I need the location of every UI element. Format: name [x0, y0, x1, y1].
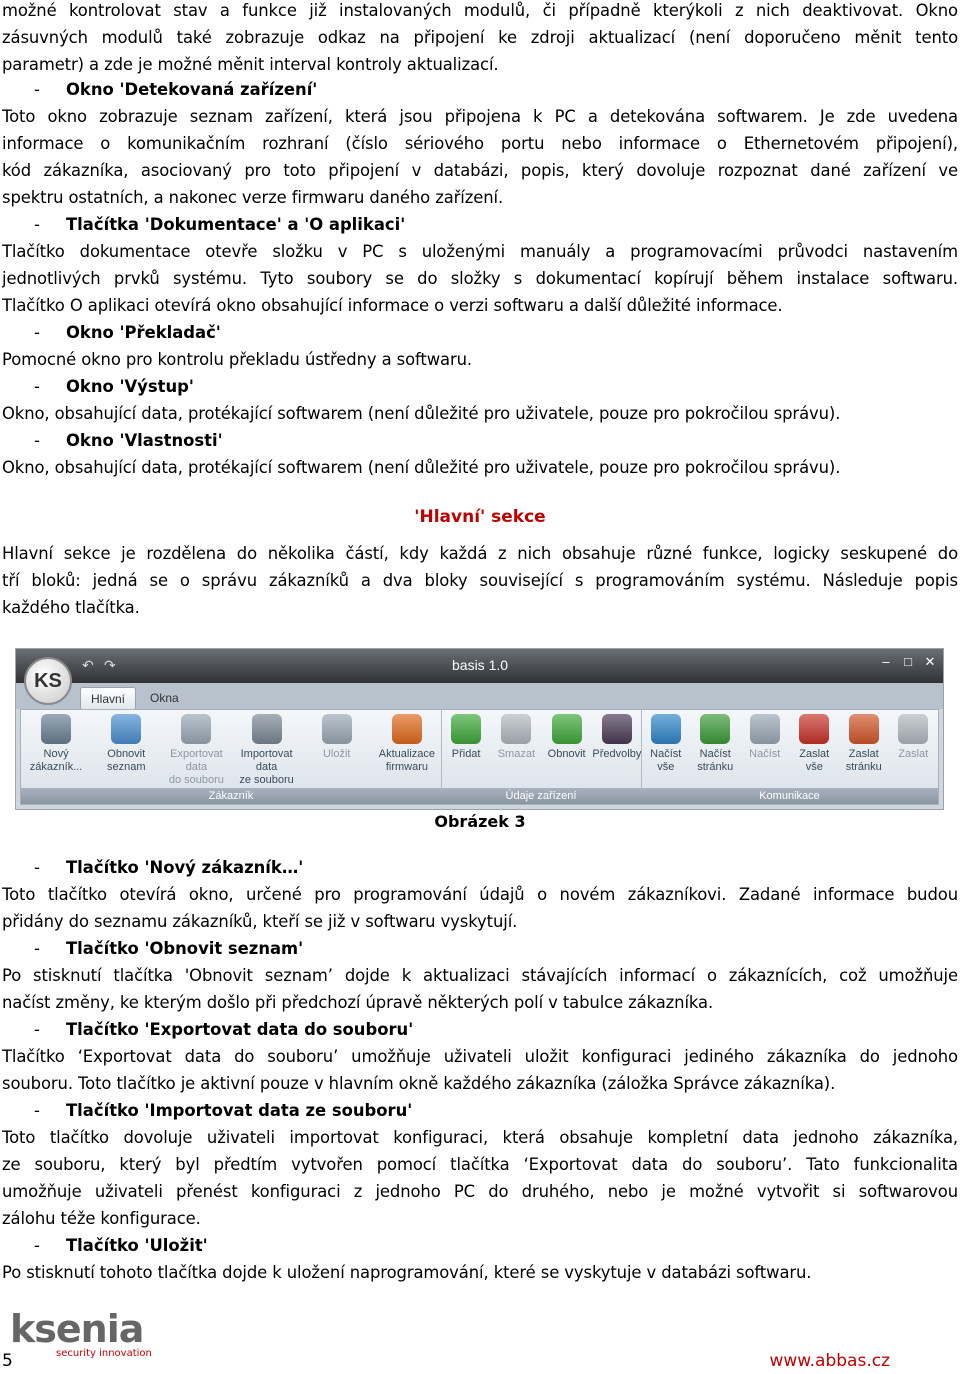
ribbon-button[interactable]	[161, 714, 231, 787]
text-line: tří bloků: jedná se o správu zákazníků a dva bloky související s programováním systému. Následuje popis	[2, 571, 958, 590]
import-paragraph	[2, 1124, 958, 1232]
properties-paragraph: Okno, obsahující data, protékající softwarem (není důležité pro uživatele, pouze pro pokročilou správu).	[2, 458, 841, 477]
text-line: každého tlačítka.	[2, 598, 140, 617]
ribbon-screenshot	[15, 648, 944, 810]
ribbon-button-icon	[799, 714, 829, 744]
ribbon-button[interactable]	[839, 714, 889, 774]
text-line: zálohu téže konfigurace.	[2, 1209, 201, 1228]
heading-output: - Okno 'Výstup'	[34, 377, 194, 396]
maximize-icon[interactable]: □	[904, 654, 912, 669]
ribbon-button-icon	[602, 714, 632, 744]
section-title: 'Hlavní' sekce	[414, 507, 546, 527]
text-line: přidány do seznamu zákazníků, kteří se již v softwaru vyskytují.	[2, 912, 518, 931]
text-line: Po stisknutí tlačítka 'Obnovit seznam’ dojde k aktualizaci stávajících informací o zákaznících, což umožňuje	[2, 966, 958, 985]
ribbon-button-label: Načíst	[650, 748, 682, 760]
ribbon-button-label: Aktualizace	[378, 748, 436, 760]
heading-export: - Tlačítko 'Exportovat data do souboru'	[34, 1020, 414, 1039]
figure-caption: Obrázek 3	[434, 812, 526, 831]
ribbon-button-label: Obnovit	[107, 748, 146, 760]
ribbon-button-label: Obnovit	[547, 748, 586, 760]
page-number: 5	[2, 1351, 13, 1371]
ribbon-button-label: Importovat data	[240, 748, 293, 773]
text-line: Toto tlačítko dovoluje uživateli importovat konfiguraci, která obsahuje kompletní data jednoho zákazníka,	[2, 1128, 958, 1147]
ribbon-button-sublabel: vše	[805, 761, 823, 773]
ribbon-button-icon	[41, 714, 71, 744]
detected-devices-paragraph	[2, 103, 958, 211]
text-line: Tlačítko O aplikaci otevírá okno obsahující informace o verzi softwaru a další důležité informace.	[2, 296, 783, 315]
heading-save: - Tlačítko 'Uložit'	[34, 1236, 208, 1255]
text-line: Toto tlačítko otevírá okno, určené pro programování údajů o novém zákazníkovi. Zadané informace budou	[2, 885, 958, 904]
ribbon-button[interactable]	[740, 714, 790, 761]
ribbon-button[interactable]	[491, 714, 541, 761]
ribbon-button-label: Načíst	[749, 748, 781, 760]
text-line: Tlačítko dokumentace otevře složku v PC s uloženými manuály a programovacími průvodci nastavením	[2, 242, 958, 261]
ribbon-button-icon	[552, 714, 582, 744]
docs-paragraph	[2, 238, 958, 319]
footer-url[interactable]: www.abbas.cz	[769, 1351, 890, 1371]
ribbon-button-label: Přidat	[451, 748, 481, 760]
group-device-data	[441, 710, 642, 804]
text-line: souboru. Toto tlačítko je aktivní pouze v hlavním okně každého zákazníka (záložka Správce zákazníka).	[2, 1074, 836, 1093]
text-line: ze souboru, který byl předtím vytvořen pomocí tlačítka ‘Exportovat data do souboru’. Tato funkcionalita	[2, 1155, 958, 1174]
heading-import: - Tlačítko 'Importovat data ze souboru'	[34, 1101, 413, 1120]
text-line: možné kontrolovat stav a funkce již instalovaných modulů, či případně kterýkoli z nich deaktivovat. Okno	[2, 1, 958, 20]
text-line: informace o komunikačním rozhraní (číslo sériového portu nebo informace o Ethernetovém připojení),	[2, 134, 958, 153]
group-label: Zákazník	[21, 788, 441, 804]
logo-word: ksenia	[10, 1307, 144, 1351]
translator-paragraph: Pomocné okno pro kontrolu překladu ústředny a softwaru.	[2, 350, 472, 369]
undo-icon[interactable]: ↶	[82, 657, 94, 673]
ribbon-button-label: Předvolby	[592, 748, 642, 760]
ribbon-button-sublabel: stránku	[697, 761, 734, 773]
logo-tagline: security innovation	[56, 1348, 152, 1359]
refresh-list-paragraph	[2, 962, 958, 1016]
text-line: Hlavní sekce je rozdělena do několika částí, kdy každá z nich obsahuje různé funkce, logicky seskupené do	[2, 544, 958, 563]
group-label: Komunikace	[641, 788, 938, 804]
ribbon-button-icon	[501, 714, 531, 744]
ribbon	[20, 709, 939, 805]
ribbon-button-label: Uložit	[322, 748, 351, 760]
ribbon-button-icon	[849, 714, 879, 744]
tab-main[interactable]: Hlavní	[80, 687, 136, 710]
window-controls	[879, 655, 937, 669]
output-paragraph: Okno, obsahující data, protékající softwarem (není důležité pro uživatele, pouze pro pokročilou správu).	[2, 404, 841, 423]
redo-icon[interactable]: ↷	[104, 657, 116, 673]
ribbon-button-sublabel: ze souboru	[239, 774, 294, 786]
ribbon-button-label: Zaslat	[799, 748, 830, 760]
heading-detected-devices: - Okno 'Detekovaná zařízení'	[34, 80, 318, 99]
ribbon-button-sublabel: stránku	[845, 761, 882, 773]
ribbon-button-icon	[181, 714, 211, 744]
ribbon-button[interactable]	[21, 714, 91, 774]
app-title: basis 1.0	[452, 657, 509, 673]
text-line: Tlačítko ‘Exportovat data do souboru’ umožňuje uživateli uložit konfiguraci jediného zákazníka do jednoho	[2, 1047, 958, 1066]
save-paragraph: Po stisknutí tohoto tlačítka dojde k uložení naprogramování, které se vyskytuje v databázi softwaru.	[2, 1263, 812, 1282]
tab-windows[interactable]: Okna	[150, 691, 179, 705]
ribbon-button-sublabel: vše	[657, 761, 675, 773]
ribbon-button-sublabel: seznam	[106, 761, 146, 773]
ksenia-logo	[10, 1307, 152, 1360]
text-line: Toto okno zobrazuje seznam zařízení, která jsou připojena k PC a detekována softwarem. Je zde uvedena	[2, 107, 958, 126]
ribbon-button[interactable]	[441, 714, 491, 761]
group-communication	[641, 710, 938, 804]
ribbon-button-sublabel: zákazník...	[29, 761, 83, 773]
ribbon-button-icon	[451, 714, 481, 744]
ribbon-button[interactable]	[641, 714, 691, 774]
ribbon-button[interactable]	[302, 714, 372, 761]
main-section-paragraph	[2, 540, 958, 621]
ribbon-button-label: Načíst	[699, 748, 731, 760]
text-line: jednotlivých prvků systému. Tyto soubory se do složky s dokumentací kopírují během instalace softwaru.	[2, 269, 958, 288]
ribbon-button[interactable]	[889, 714, 939, 761]
title-bar	[16, 649, 943, 683]
ribbon-button-icon	[111, 714, 141, 744]
app-logo-icon[interactable]: KS	[24, 657, 72, 705]
ribbon-button-icon	[750, 714, 780, 744]
ribbon-button[interactable]	[691, 714, 741, 774]
ribbon-button-sublabel: firmwaru	[385, 761, 428, 773]
text-line: spektru ostatních, a nakonec verze firmwaru daného zařízení.	[2, 188, 504, 207]
text-line: parametr) a zde je možné měnit interval kontroly aktualizací.	[2, 55, 499, 74]
ribbon-button[interactable]	[592, 714, 642, 761]
ribbon-button-icon	[322, 714, 352, 744]
minimize-icon[interactable]: –	[882, 654, 890, 669]
ribbon-button-icon	[898, 714, 928, 744]
heading-properties: - Okno 'Vlastnosti'	[34, 431, 223, 450]
ribbon-button-label: Zaslat	[898, 748, 929, 760]
ribbon-button-icon	[392, 714, 422, 744]
export-paragraph	[2, 1043, 958, 1097]
ribbon-button-label: Zaslat	[848, 748, 879, 760]
heading-docs-buttons: - Tlačítka 'Dokumentace' a 'O aplikaci'	[34, 215, 406, 234]
ribbon-button[interactable]	[372, 714, 442, 774]
ribbon-button-label: Exportovat data	[170, 748, 223, 773]
text-line: načíst změny, ke kterým došlo při předchozí úpravě některých polí v tabulce zákazníka.	[2, 993, 714, 1012]
group-label: Údaje zařízení	[441, 788, 641, 804]
ribbon-button[interactable]	[542, 714, 592, 761]
heading-refresh-list: - Tlačítko 'Obnovit seznam'	[34, 939, 304, 958]
ribbon-button-sublabel: do souboru	[168, 774, 224, 786]
text-line: umožňuje uživateli přenést konfiguraci z jednoho PC do druhého, nebo je možné vytvořit si softwarovou	[2, 1182, 958, 1201]
ribbon-button-icon	[700, 714, 730, 744]
intro-paragraph	[2, 0, 958, 78]
ribbon-button-icon	[651, 714, 681, 744]
text-line: zásuvných modulů také zobrazuje odkaz na připojení ke zdroji aktualizací (není doporučeno měnit tento	[2, 28, 958, 47]
ribbon-button-label: Nový	[43, 748, 69, 760]
ribbon-button[interactable]	[232, 714, 302, 787]
heading-new-customer: - Tlačítko 'Nový zákazník…'	[34, 858, 304, 877]
ribbon-button[interactable]	[91, 714, 161, 774]
heading-translator: - Okno 'Překladač'	[34, 323, 221, 342]
group-customer	[21, 710, 442, 804]
text-line: kód zákazníka, asociovaný pro toto připojení v databázi, popis, který dovoluje rozpoznat dané zařízení ve	[2, 161, 958, 180]
close-icon[interactable]: ✕	[924, 654, 936, 669]
ribbon-button-icon	[252, 714, 282, 744]
ribbon-button-label: Smazat	[497, 748, 536, 760]
ribbon-button[interactable]	[790, 714, 840, 774]
new-customer-paragraph	[2, 881, 958, 935]
